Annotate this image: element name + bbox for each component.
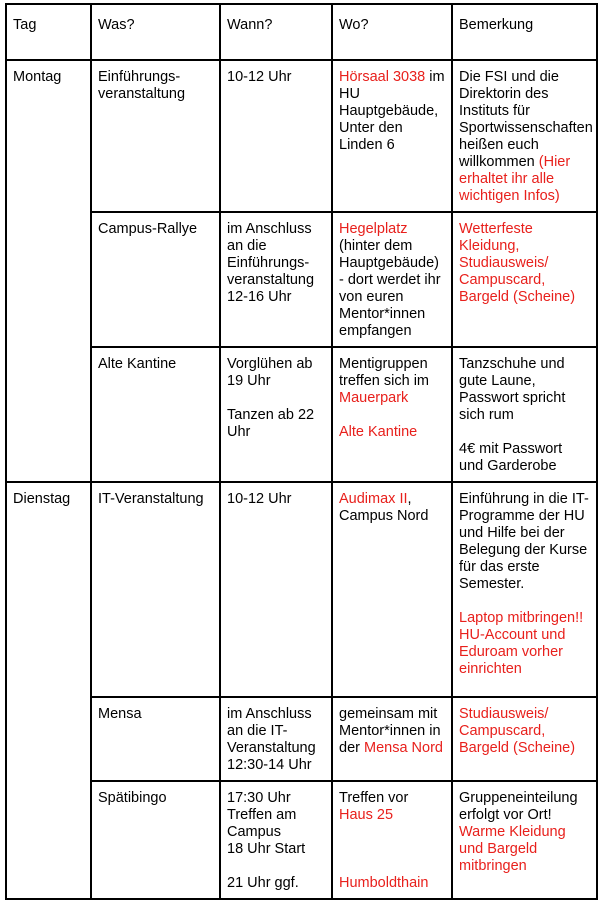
note-text: Die FSI und die Direktorin des Instituts für Sportwissenschaften heißen euch willkommen (459, 69, 593, 170)
location-highlight: Mauerpark (339, 390, 409, 406)
header-row (6, 4, 597, 60)
event-time: im Anschluss an die IT-Veranstaltung 12:30-14 Uhr (220, 697, 332, 781)
location-text: Treffen vor (339, 790, 409, 806)
table-row (6, 482, 597, 697)
event-time: 10-12 Uhr (220, 60, 332, 212)
header-wo: Wo? (332, 4, 452, 60)
event-location (332, 212, 452, 347)
header-bemerkung: Bemerkung (452, 4, 597, 60)
event-location (332, 60, 452, 212)
event-time: im Anschluss an die Einführungs-veranstaltung 12-16 Uhr (220, 212, 332, 347)
event-time: 10-12 Uhr (220, 482, 332, 697)
event-name: Alte Kantine (91, 347, 220, 482)
event-note (452, 212, 597, 347)
location-highlight: Mensa Nord (364, 740, 443, 756)
location-text: , Campus Nord (339, 491, 429, 524)
note-text: Einführung in die IT-Programme der HU und Hilfe bei der Belegung der Kurse für das erste Semester. (459, 491, 589, 592)
event-note (452, 482, 597, 697)
location-text: gemeinsam mit Mentor*innen in der (339, 706, 441, 756)
schedule-table (5, 3, 598, 900)
event-note (452, 781, 597, 899)
event-name: Mensa (91, 697, 220, 781)
event-note (452, 697, 597, 781)
event-location (332, 482, 452, 697)
location-text: Mentigruppen treffen sich im (339, 356, 429, 389)
location-highlight: Haus 25 (339, 807, 394, 823)
header-was: Was? (91, 4, 220, 60)
note-highlight: (Hier erhaltet ihr alle wichtigen Infos) (459, 154, 571, 204)
event-name: Spätibingo (91, 781, 220, 899)
note-highlight: Laptop mitbringen!! HU-Account und Eduroam vorher einrichten (459, 610, 584, 677)
time-line: Vorglühen ab 19 Uhr (227, 356, 313, 389)
time-line: 21 Uhr ggf. (227, 875, 299, 891)
note-highlight: Warme Kleidung und Bargeld mitbringen (459, 824, 566, 874)
location-highlight: Hörsaal 3038 (339, 69, 426, 85)
note-text: Tanzschuhe und gute Laune, Passwort spricht sich rum (459, 356, 566, 423)
event-time (220, 347, 332, 482)
table-row (6, 347, 597, 482)
event-location (332, 697, 452, 781)
event-name: IT-Veranstaltung (91, 482, 220, 697)
note-highlight: Wetterfeste Kleidung, Studiausweis/ Campuscard, Bargeld (Scheine) (459, 221, 576, 305)
table-row (6, 697, 597, 781)
header-tag: Tag (6, 4, 91, 60)
table-row (6, 212, 597, 347)
event-time (220, 781, 332, 899)
time-line: 18 Uhr Start (227, 841, 306, 857)
location-highlight: Hegelplatz (339, 221, 408, 237)
header-wann: Wann? (220, 4, 332, 60)
time-line: 17:30 Uhr Treffen am Campus (227, 790, 297, 840)
table-row (6, 781, 597, 899)
location-highlight: Humboldthain (339, 875, 429, 891)
event-location (332, 781, 452, 899)
location-text: im HU Hauptgebäude, Unter den Linden 6 (339, 69, 445, 153)
table-row (6, 60, 597, 212)
event-name: Campus-Rallye (91, 212, 220, 347)
location-text: (hinter dem Hauptgebäude) - dort werdet ihr von euren Mentor*innen empfangen (339, 238, 441, 339)
event-location (332, 347, 452, 482)
event-name: Einführungs-veranstaltung (91, 60, 220, 212)
event-note (452, 60, 597, 212)
location-highlight: Alte Kantine (339, 424, 418, 440)
note-highlight: Studiausweis/ Campuscard, Bargeld (Scheine) (459, 706, 576, 756)
event-note (452, 347, 597, 482)
location-highlight: Audimax II (339, 491, 408, 507)
day-cell-dienstag: Dienstag (6, 482, 91, 899)
day-cell-montag: Montag (6, 60, 91, 482)
time-line: Tanzen ab 22 Uhr (227, 407, 315, 440)
note-text: Gruppeneinteilung erfolgt vor Ort! (459, 790, 578, 823)
note-text: 4€ mit Passwort und Garderobe (459, 441, 563, 474)
